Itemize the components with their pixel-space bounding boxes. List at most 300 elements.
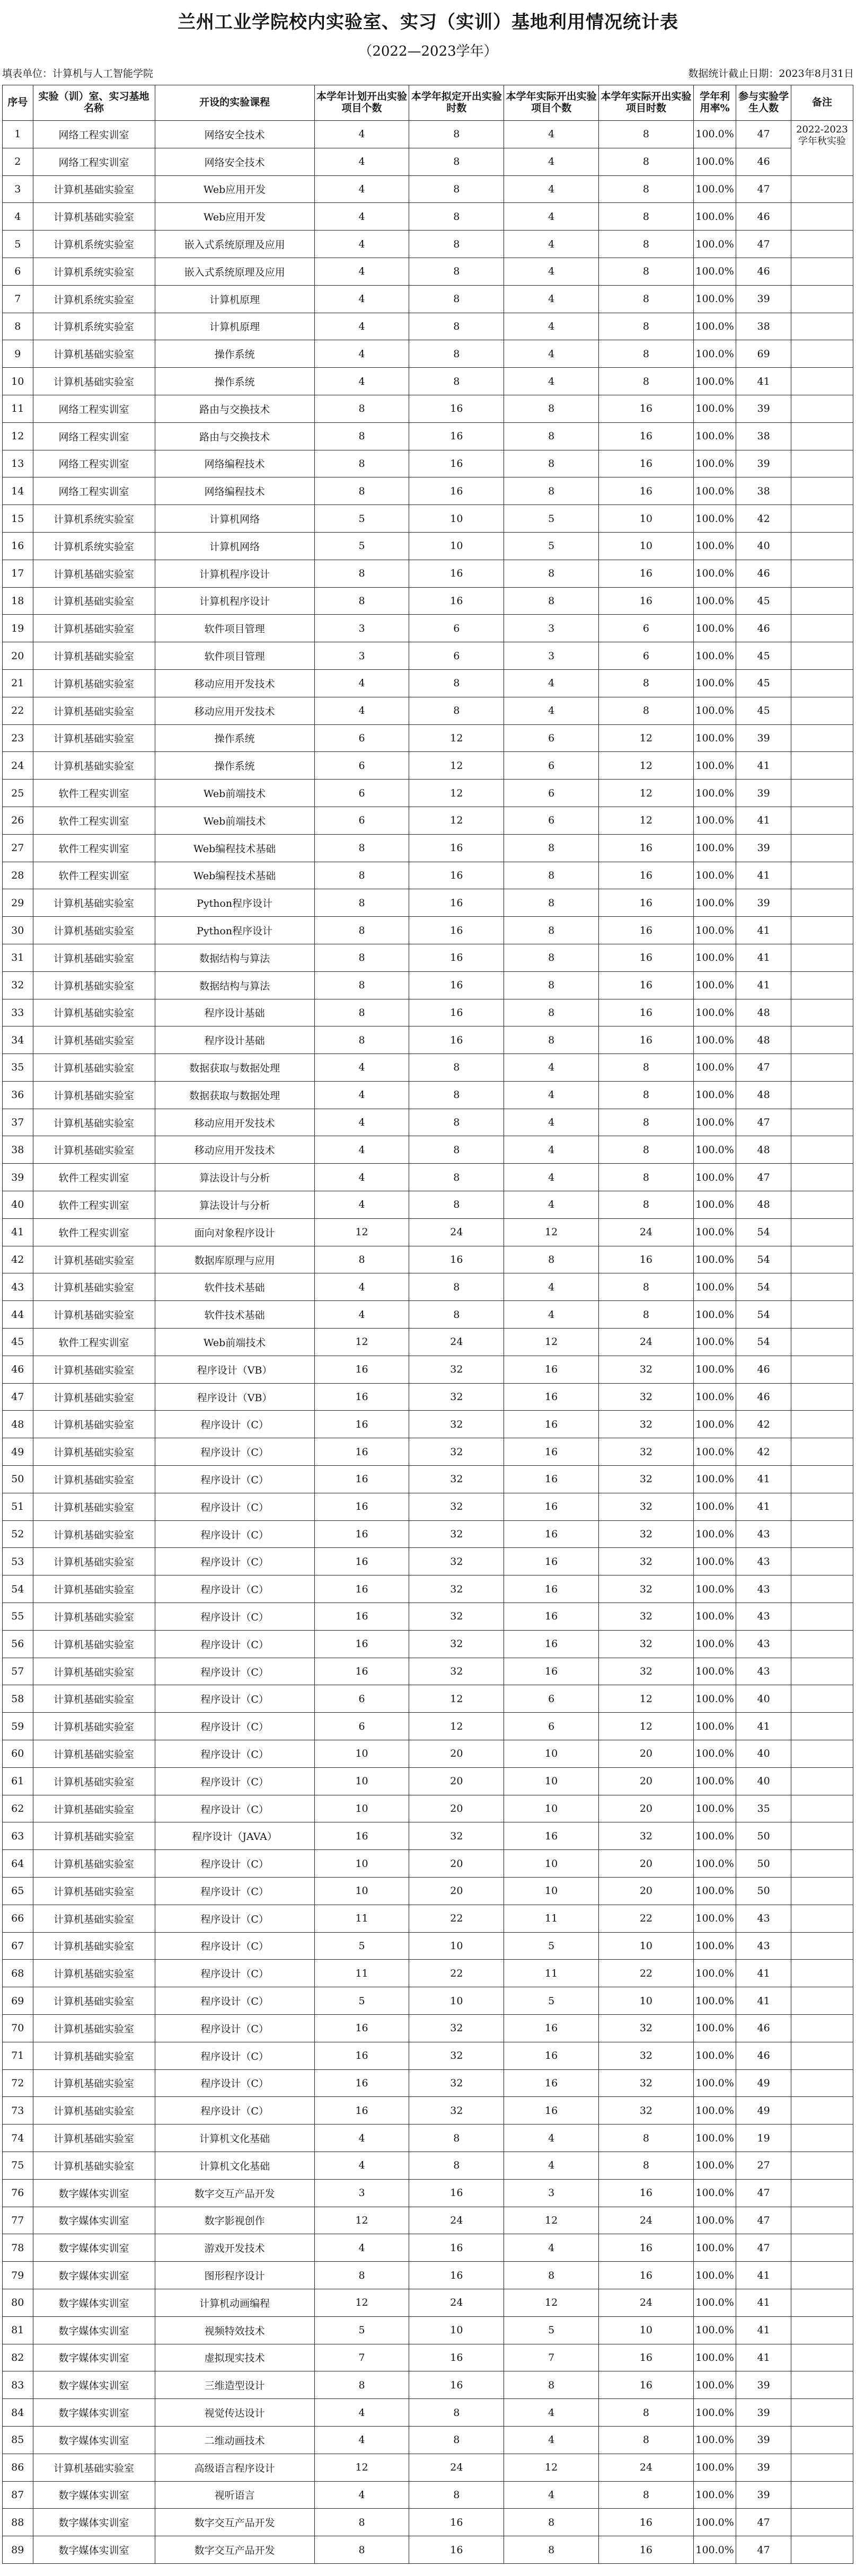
cell-students: 39 xyxy=(736,2399,791,2427)
table-row xyxy=(3,1740,853,1768)
cell-planned-hours: 10 xyxy=(409,2316,504,2344)
cell-course: 程序设计（C） xyxy=(155,1767,314,1795)
cell-actual-projects: 4 xyxy=(504,1301,599,1329)
table-row xyxy=(3,1466,853,1493)
table-row xyxy=(3,1630,853,1658)
cell-students: 47 xyxy=(736,1109,791,1136)
cell-planned-projects: 4 xyxy=(314,2152,409,2179)
cell-lab: 数字媒体实训室 xyxy=(33,2399,155,2427)
cell-lab: 计算机系统实验室 xyxy=(33,231,155,258)
cell-planned-hours: 8 xyxy=(409,2152,504,2179)
cell-planned-hours: 16 xyxy=(409,2509,504,2536)
cell-students: 39 xyxy=(736,780,791,807)
cell-remark xyxy=(791,1932,853,1960)
cell-no: 7 xyxy=(3,285,33,313)
cell-actual-hours: 16 xyxy=(599,917,694,944)
cell-actual-projects: 3 xyxy=(504,615,599,642)
cell-planned-projects: 6 xyxy=(314,1685,409,1713)
cell-no: 13 xyxy=(3,450,33,477)
cell-remark xyxy=(791,669,853,697)
cell-lab: 计算机基础实验室 xyxy=(33,724,155,752)
table-row xyxy=(3,1136,853,1164)
cell-lab: 计算机基础实验室 xyxy=(33,944,155,971)
cell-course: 程序设计（C） xyxy=(155,1575,314,1603)
cell-actual-hours: 16 xyxy=(599,1246,694,1273)
cell-actual-hours: 32 xyxy=(599,1466,694,1493)
cell-remark xyxy=(791,2536,853,2564)
cell-remark xyxy=(791,2124,853,2152)
cell-no: 64 xyxy=(3,1850,33,1878)
cell-actual-hours: 8 xyxy=(599,368,694,395)
cell-rate: 100.0% xyxy=(693,2014,736,2042)
cell-remark xyxy=(791,2042,853,2069)
cell-lab: 数字媒体实训室 xyxy=(33,2207,155,2234)
cell-no: 31 xyxy=(3,944,33,971)
cell-course: 软件项目管理 xyxy=(155,642,314,670)
cell-rate: 100.0% xyxy=(693,1136,736,1164)
cell-actual-hours: 16 xyxy=(599,2262,694,2289)
table-row xyxy=(3,780,853,807)
cell-remark xyxy=(791,258,853,285)
cell-actual-projects: 10 xyxy=(504,1740,599,1768)
cell-rate: 100.0% xyxy=(693,2207,736,2234)
cell-planned-projects: 4 xyxy=(314,2426,409,2454)
cell-planned-hours: 6 xyxy=(409,615,504,642)
cell-remark xyxy=(791,1329,853,1356)
cell-course: Web前端技术 xyxy=(155,780,314,807)
cell-students: 40 xyxy=(736,1685,791,1713)
cell-remark xyxy=(791,2262,853,2289)
cell-planned-hours: 16 xyxy=(409,2262,504,2289)
cell-planned-hours: 16 xyxy=(409,971,504,999)
cell-course: 操作系统 xyxy=(155,724,314,752)
cell-course: 嵌入式系统原理及应用 xyxy=(155,231,314,258)
cell-actual-hours: 8 xyxy=(599,2152,694,2179)
cell-planned-projects: 5 xyxy=(314,2316,409,2344)
cell-planned-hours: 16 xyxy=(409,944,504,971)
cell-no: 2 xyxy=(3,148,33,175)
cell-rate: 100.0% xyxy=(693,669,736,697)
cell-students: 46 xyxy=(736,1356,791,1383)
cell-students: 43 xyxy=(736,1905,791,1932)
cell-actual-hours: 8 xyxy=(599,1054,694,1082)
cell-actual-hours: 16 xyxy=(599,834,694,862)
cell-planned-hours: 32 xyxy=(409,2097,504,2124)
cell-actual-hours: 8 xyxy=(599,148,694,175)
cell-lab: 软件工程实训室 xyxy=(33,1164,155,1191)
cell-planned-hours: 32 xyxy=(409,1411,504,1438)
cell-course: 程序设计（C） xyxy=(155,2014,314,2042)
cell-actual-projects: 8 xyxy=(504,477,599,505)
cell-planned-hours: 32 xyxy=(409,1493,504,1520)
cell-actual-hours: 32 xyxy=(599,1356,694,1383)
cell-actual-hours: 8 xyxy=(599,2399,694,2427)
cell-planned-hours: 12 xyxy=(409,1685,504,1713)
cell-course: Python程序设计 xyxy=(155,917,314,944)
cell-planned-projects: 6 xyxy=(314,752,409,780)
cell-lab: 计算机基础实验室 xyxy=(33,1658,155,1685)
cell-planned-projects: 8 xyxy=(314,944,409,971)
cell-planned-hours: 16 xyxy=(409,2371,504,2399)
cell-planned-hours: 8 xyxy=(409,1054,504,1082)
table-row xyxy=(3,1246,853,1273)
cell-remark xyxy=(791,203,853,231)
table-row xyxy=(3,1658,853,1685)
cell-remark xyxy=(791,395,853,422)
cell-planned-projects: 8 xyxy=(314,587,409,615)
cell-students: 41 xyxy=(736,1713,791,1740)
table-row xyxy=(3,2262,853,2289)
cell-course: Web编程技术基础 xyxy=(155,862,314,889)
cell-lab: 计算机基础实验室 xyxy=(33,2097,155,2124)
cell-no: 76 xyxy=(3,2179,33,2207)
cell-no: 34 xyxy=(3,1026,33,1054)
cell-planned-projects: 10 xyxy=(314,1740,409,1768)
cell-remark xyxy=(791,1356,853,1383)
cell-students: 46 xyxy=(736,615,791,642)
cell-remark xyxy=(791,2097,853,2124)
cell-actual-projects: 4 xyxy=(504,1164,599,1191)
cell-actual-hours: 10 xyxy=(599,532,694,560)
cell-planned-projects: 4 xyxy=(314,669,409,697)
cell-course: 程序设计（C） xyxy=(155,2069,314,2097)
cell-actual-projects: 4 xyxy=(504,669,599,697)
cell-course: 程序设计（C） xyxy=(155,1548,314,1575)
cell-planned-projects: 4 xyxy=(314,1191,409,1219)
cell-lab: 数字媒体实训室 xyxy=(33,2344,155,2371)
cell-course: 计算机程序设计 xyxy=(155,560,314,587)
cell-students: 41 xyxy=(736,917,791,944)
cell-rate: 100.0% xyxy=(693,889,736,917)
cell-actual-hours: 8 xyxy=(599,1301,694,1329)
cell-no: 82 xyxy=(3,2344,33,2371)
cell-lab: 计算机系统实验室 xyxy=(33,258,155,285)
cell-rate: 100.0% xyxy=(693,917,736,944)
cell-actual-hours: 12 xyxy=(599,1685,694,1713)
cell-planned-hours: 20 xyxy=(409,1740,504,1768)
cell-planned-projects: 4 xyxy=(314,121,409,148)
table-row xyxy=(3,450,853,477)
cell-no: 30 xyxy=(3,917,33,944)
cell-course: 网络编程技术 xyxy=(155,450,314,477)
cell-course: Web编程技术基础 xyxy=(155,834,314,862)
cell-rate: 100.0% xyxy=(693,1822,736,1850)
cell-lab: 计算机基础实验室 xyxy=(33,2124,155,2152)
cell-actual-hours: 32 xyxy=(599,1383,694,1411)
cell-actual-projects: 4 xyxy=(504,148,599,175)
cell-no: 88 xyxy=(3,2509,33,2536)
cell-actual-projects: 16 xyxy=(504,2097,599,2124)
cell-students: 38 xyxy=(736,313,791,340)
cell-actual-projects: 7 xyxy=(504,2344,599,2371)
cell-students: 40 xyxy=(736,532,791,560)
cell-planned-hours: 32 xyxy=(409,1548,504,1575)
cell-rate: 100.0% xyxy=(693,1905,736,1932)
cell-actual-hours: 12 xyxy=(599,724,694,752)
cell-remark xyxy=(791,2344,853,2371)
cell-actual-hours: 8 xyxy=(599,258,694,285)
cell-remark xyxy=(791,1658,853,1685)
cell-rate: 100.0% xyxy=(693,1301,736,1329)
cell-remark xyxy=(791,1987,853,2015)
cell-lab: 计算机基础实验室 xyxy=(33,1411,155,1438)
cell-course: 计算机程序设计 xyxy=(155,587,314,615)
cell-remark xyxy=(791,1081,853,1109)
cell-actual-projects: 8 xyxy=(504,560,599,587)
cell-planned-projects: 6 xyxy=(314,1713,409,1740)
table-row xyxy=(3,1767,853,1795)
cell-no: 56 xyxy=(3,1630,33,1658)
cell-planned-projects: 12 xyxy=(314,1329,409,1356)
header-actual-hours: 本学年实际开出实验项目时数 xyxy=(599,85,694,121)
cell-remark xyxy=(791,2289,853,2316)
table-row xyxy=(3,807,853,834)
cell-course: 高级语言程序设计 xyxy=(155,2454,314,2481)
cell-course: 数字交互产品开发 xyxy=(155,2509,314,2536)
cell-actual-projects: 3 xyxy=(504,642,599,670)
cell-actual-projects: 16 xyxy=(504,1493,599,1520)
cell-rate: 100.0% xyxy=(693,2509,736,2536)
cell-rate: 100.0% xyxy=(693,971,736,999)
cell-planned-hours: 16 xyxy=(409,862,504,889)
table-row xyxy=(3,2069,853,2097)
cell-planned-hours: 8 xyxy=(409,231,504,258)
table-row xyxy=(3,2509,853,2536)
cell-remark xyxy=(791,1740,853,1768)
cell-actual-projects: 16 xyxy=(504,2069,599,2097)
cell-course: 算法设计与分析 xyxy=(155,1191,314,1219)
cell-lab: 计算机基础实验室 xyxy=(33,1026,155,1054)
cell-students: 49 xyxy=(736,2097,791,2124)
cell-planned-projects: 16 xyxy=(314,1356,409,1383)
cell-rate: 100.0% xyxy=(693,2454,736,2481)
cell-course: 程序设计（C） xyxy=(155,2097,314,2124)
cell-remark xyxy=(791,1301,853,1329)
cell-course: Web应用开发 xyxy=(155,175,314,203)
cell-lab: 软件工程实训室 xyxy=(33,1218,155,1246)
cell-planned-projects: 8 xyxy=(314,1246,409,1273)
cell-no: 6 xyxy=(3,258,33,285)
cell-actual-projects: 4 xyxy=(504,340,599,368)
cell-students: 39 xyxy=(736,2454,791,2481)
cell-planned-projects: 16 xyxy=(314,1630,409,1658)
cell-planned-hours: 22 xyxy=(409,1905,504,1932)
cell-students: 41 xyxy=(736,1466,791,1493)
table-row xyxy=(3,1795,853,1822)
cell-lab: 计算机基础实验室 xyxy=(33,752,155,780)
cell-lab: 数字媒体实训室 xyxy=(33,2509,155,2536)
cell-lab: 计算机系统实验室 xyxy=(33,285,155,313)
cell-planned-hours: 32 xyxy=(409,2069,504,2097)
cell-planned-projects: 8 xyxy=(314,971,409,999)
cell-actual-projects: 11 xyxy=(504,1905,599,1932)
cell-no: 4 xyxy=(3,203,33,231)
cell-lab: 计算机基础实验室 xyxy=(33,1713,155,1740)
cell-actual-hours: 12 xyxy=(599,780,694,807)
cell-lab: 网络工程实训室 xyxy=(33,148,155,175)
cell-rate: 100.0% xyxy=(693,1685,736,1713)
cell-course: 程序设计（C） xyxy=(155,1905,314,1932)
cell-lab: 数字媒体实训室 xyxy=(33,2262,155,2289)
cell-remark xyxy=(791,1218,853,1246)
cell-actual-projects: 16 xyxy=(504,1822,599,1850)
cell-actual-hours: 8 xyxy=(599,203,694,231)
table-row xyxy=(3,642,853,670)
cell-rate: 100.0% xyxy=(693,999,736,1026)
cell-students: 42 xyxy=(736,505,791,533)
cell-remark xyxy=(791,2426,853,2454)
cell-planned-hours: 16 xyxy=(409,1026,504,1054)
cell-actual-hours: 32 xyxy=(599,2097,694,2124)
cell-remark xyxy=(791,1713,853,1740)
cell-planned-projects: 8 xyxy=(314,1026,409,1054)
cell-students: 41 xyxy=(736,752,791,780)
cell-lab: 软件工程实训室 xyxy=(33,807,155,834)
cell-actual-hours: 20 xyxy=(599,1878,694,1905)
cell-rate: 100.0% xyxy=(693,1630,736,1658)
cell-actual-hours: 16 xyxy=(599,2344,694,2371)
cell-actual-projects: 6 xyxy=(504,780,599,807)
cell-planned-projects: 4 xyxy=(314,313,409,340)
cell-actual-hours: 16 xyxy=(599,1026,694,1054)
cell-planned-projects: 4 xyxy=(314,2481,409,2509)
cell-no: 41 xyxy=(3,1218,33,1246)
cell-remark xyxy=(791,697,853,724)
cell-actual-hours: 32 xyxy=(599,1630,694,1658)
cell-remark xyxy=(791,532,853,560)
cell-planned-hours: 16 xyxy=(409,917,504,944)
table-row xyxy=(3,2152,853,2179)
cell-no: 68 xyxy=(3,1960,33,1987)
cell-no: 26 xyxy=(3,807,33,834)
cell-planned-hours: 16 xyxy=(409,587,504,615)
cell-no: 24 xyxy=(3,752,33,780)
cell-remark xyxy=(791,477,853,505)
table-row xyxy=(3,532,853,560)
cell-lab: 计算机基础实验室 xyxy=(33,1630,155,1658)
cell-planned-projects: 4 xyxy=(314,2234,409,2262)
cell-planned-hours: 8 xyxy=(409,203,504,231)
cell-planned-projects: 4 xyxy=(314,368,409,395)
cell-no: 49 xyxy=(3,1438,33,1466)
cell-remark xyxy=(791,285,853,313)
cell-planned-projects: 16 xyxy=(314,1493,409,1520)
cell-rate: 100.0% xyxy=(693,2069,736,2097)
cell-no: 5 xyxy=(3,231,33,258)
cell-rate: 100.0% xyxy=(693,2124,736,2152)
cell-no: 9 xyxy=(3,340,33,368)
cell-course: 面向对象程序设计 xyxy=(155,1218,314,1246)
cell-planned-projects: 8 xyxy=(314,2262,409,2289)
cell-remark xyxy=(791,2399,853,2427)
cell-students: 43 xyxy=(736,1575,791,1603)
cell-rate: 100.0% xyxy=(693,2262,736,2289)
table-row xyxy=(3,1960,853,1987)
cell-actual-hours: 16 xyxy=(599,2509,694,2536)
cell-course: 移动应用开发技术 xyxy=(155,669,314,697)
table-row xyxy=(3,121,853,148)
cell-lab: 计算机基础实验室 xyxy=(33,999,155,1026)
cell-actual-projects: 8 xyxy=(504,2536,599,2564)
table-row xyxy=(3,2454,853,2481)
cell-no: 20 xyxy=(3,642,33,670)
cell-remark xyxy=(791,2179,853,2207)
table-row xyxy=(3,1603,853,1631)
cell-rate: 100.0% xyxy=(693,1109,736,1136)
table-row xyxy=(3,752,853,780)
cell-planned-hours: 16 xyxy=(409,834,504,862)
cell-rate: 100.0% xyxy=(693,1081,736,1109)
table-row xyxy=(3,2042,853,2069)
cell-actual-hours: 8 xyxy=(599,231,694,258)
cell-actual-projects: 4 xyxy=(504,2124,599,2152)
cell-rate: 100.0% xyxy=(693,477,736,505)
cell-actual-projects: 12 xyxy=(504,1218,599,1246)
cell-course: 程序设计（C） xyxy=(155,1411,314,1438)
cell-actual-projects: 4 xyxy=(504,285,599,313)
table-row xyxy=(3,1109,853,1136)
cell-course: 程序设计（C） xyxy=(155,1466,314,1493)
cell-actual-projects: 4 xyxy=(504,175,599,203)
cell-actual-projects: 8 xyxy=(504,999,599,1026)
cell-actual-projects: 8 xyxy=(504,450,599,477)
cell-remark xyxy=(791,1850,853,1878)
cell-actual-hours: 8 xyxy=(599,1136,694,1164)
cell-planned-projects: 4 xyxy=(314,1054,409,1082)
cell-planned-hours: 16 xyxy=(409,2344,504,2371)
cell-course: 程序设计（C） xyxy=(155,1685,314,1713)
table-row xyxy=(3,889,853,917)
table-row xyxy=(3,2371,853,2399)
cell-planned-hours: 24 xyxy=(409,1329,504,1356)
cell-remark xyxy=(791,2069,853,2097)
cell-remark xyxy=(791,1493,853,1520)
cell-remark xyxy=(791,807,853,834)
cell-students: 41 xyxy=(736,862,791,889)
cell-lab: 计算机基础实验室 xyxy=(33,1273,155,1301)
table-row xyxy=(3,1878,853,1905)
table-row xyxy=(3,422,853,450)
cell-rate: 100.0% xyxy=(693,2481,736,2509)
cell-planned-projects: 16 xyxy=(314,2069,409,2097)
cell-course: Python程序设计 xyxy=(155,889,314,917)
table-row xyxy=(3,1191,853,1219)
cell-students: 50 xyxy=(736,1822,791,1850)
cell-planned-projects: 6 xyxy=(314,780,409,807)
cell-no: 8 xyxy=(3,313,33,340)
cell-actual-hours: 8 xyxy=(599,1191,694,1219)
table-row xyxy=(3,340,853,368)
cell-remark xyxy=(791,1822,853,1850)
stat-date: 数据统计截止日期：2023年8月31日 xyxy=(688,68,854,79)
cell-remark xyxy=(791,505,853,533)
table-row xyxy=(3,2426,853,2454)
cell-no: 63 xyxy=(3,1822,33,1850)
cell-actual-hours: 8 xyxy=(599,285,694,313)
cell-planned-projects: 4 xyxy=(314,697,409,724)
cell-remark xyxy=(791,1960,853,1987)
table-row xyxy=(3,2124,853,2152)
cell-planned-projects: 16 xyxy=(314,1411,409,1438)
cell-lab: 计算机基础实验室 xyxy=(33,1575,155,1603)
cell-actual-projects: 4 xyxy=(504,1081,599,1109)
cell-remark xyxy=(791,2316,853,2344)
cell-lab: 计算机基础实验室 xyxy=(33,2014,155,2042)
cell-no: 77 xyxy=(3,2207,33,2234)
cell-actual-projects: 8 xyxy=(504,2371,599,2399)
cell-remark xyxy=(791,2509,853,2536)
cell-planned-projects: 4 xyxy=(314,1301,409,1329)
